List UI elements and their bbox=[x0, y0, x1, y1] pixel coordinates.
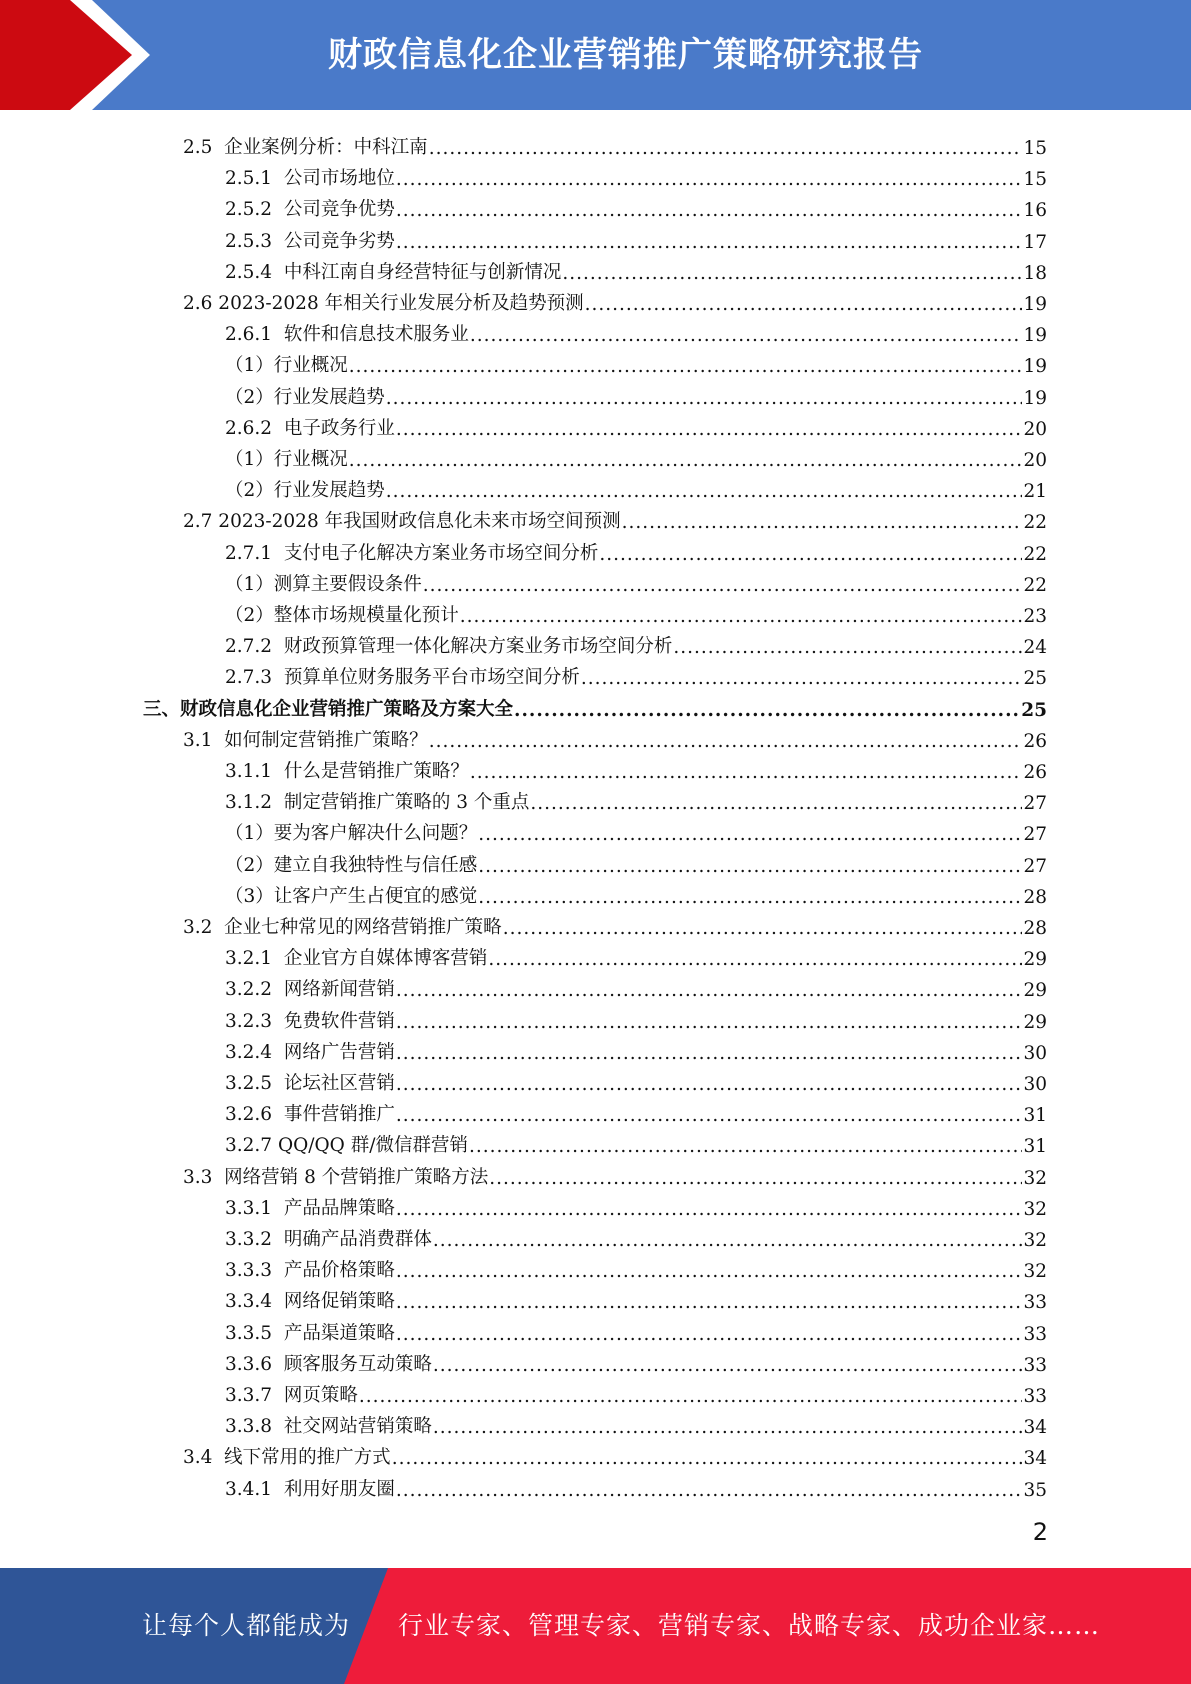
toc-entry-page: 32 bbox=[1023, 1167, 1047, 1189]
toc-entry-page: 17 bbox=[1023, 231, 1047, 253]
toc-entry-label: 3.1.2 制定营销推广策略的 3 个重点 bbox=[225, 792, 530, 814]
toc-entry-label: 2.7.3 预算单位财务服务平台市场空间分析 bbox=[225, 667, 580, 689]
toc-entry-page: 27 bbox=[1023, 824, 1047, 846]
toc-entry-label: （1）行业概况 bbox=[225, 355, 348, 377]
toc-entry-label: 2.5 企业案例分析：中科江南 bbox=[183, 137, 428, 158]
toc-entry-label: （1）要为客户解决什么问题？ bbox=[225, 823, 478, 845]
toc-leader-dots bbox=[470, 762, 1023, 783]
toc-entry-page: 20 bbox=[1023, 418, 1047, 440]
toc-leader-dots bbox=[396, 1043, 1023, 1064]
toc-leader-dots bbox=[392, 1448, 1023, 1469]
toc-entry[interactable] bbox=[225, 1314, 1047, 1345]
toc-entry-page: 29 bbox=[1023, 949, 1047, 971]
toc-entry-page: 22 bbox=[1023, 574, 1047, 596]
page-header bbox=[0, 0, 1191, 110]
toc-entry-label: 2.5.1 公司市场地位 bbox=[225, 168, 395, 190]
toc-entry-page: 19 bbox=[1023, 294, 1047, 315]
toc-entry-label: （2）行业发展趋势 bbox=[225, 386, 385, 408]
toc-leader-dots bbox=[429, 138, 1023, 159]
toc-entry[interactable] bbox=[225, 159, 1047, 190]
toc-entry[interactable] bbox=[225, 1407, 1047, 1438]
toc-entry[interactable] bbox=[225, 346, 1047, 377]
toc-entry-label: （2）建立自我独特性与信任感 bbox=[225, 854, 478, 876]
toc-entry-label: 3.3.6 顾客服务互动策略 bbox=[225, 1353, 432, 1375]
toc-entry[interactable] bbox=[225, 658, 1047, 689]
toc-entry-label: 三、财政信息化企业营销推广策略及方案大全 bbox=[143, 698, 514, 720]
toc-entry[interactable] bbox=[143, 690, 1047, 721]
toc-entry[interactable] bbox=[225, 1470, 1047, 1501]
toc-entry-label: （2）整体市场规模量化预计 bbox=[225, 605, 459, 626]
toc-entry-label: （2）行业发展趋势 bbox=[225, 480, 385, 502]
toc-leader-dots bbox=[386, 481, 1023, 502]
toc-entry-label: 2.7.1 支付电子化解决方案业务市场空间分析 bbox=[225, 542, 599, 564]
toc-entry-page: 22 bbox=[1023, 512, 1047, 534]
toc-leader-dots bbox=[386, 388, 1023, 409]
toc-entry[interactable] bbox=[225, 378, 1047, 409]
toc-entry-label: 3.3 网络营销 8 个营销推广策略方法 bbox=[183, 1166, 489, 1188]
toc-entry-page: 23 bbox=[1023, 606, 1047, 627]
toc-entry[interactable] bbox=[183, 128, 1047, 159]
toc-entry-page: 31 bbox=[1023, 1136, 1047, 1158]
toc-entry-page: 32 bbox=[1023, 1198, 1047, 1220]
toc-entry-page: 19 bbox=[1023, 325, 1047, 347]
toc-entry-label: 2.6.2 电子政务行业 bbox=[225, 417, 395, 439]
toc-entry-page: 29 bbox=[1023, 980, 1047, 1002]
toc-entry[interactable] bbox=[225, 939, 1047, 970]
toc-leader-dots bbox=[396, 419, 1023, 440]
toc-entry-label: 3.1 如何制定营销推广策略？ bbox=[183, 729, 428, 751]
toc-entry-page: 25 bbox=[1023, 668, 1047, 690]
toc-leader-dots bbox=[514, 700, 1020, 721]
toc-entry-page: 33 bbox=[1023, 1323, 1047, 1345]
toc-entry-label: 3.2.4 网络广告营销 bbox=[225, 1041, 395, 1063]
toc-entry-page: 19 bbox=[1023, 356, 1047, 378]
toc-leader-dots bbox=[488, 949, 1022, 970]
toc-entry-page: 33 bbox=[1023, 1292, 1047, 1314]
toc-entry[interactable] bbox=[225, 315, 1047, 346]
toc-entry-page: 26 bbox=[1023, 730, 1047, 752]
toc-leader-dots bbox=[396, 1199, 1023, 1220]
toc-entry-label: 3.2.5 论坛社区营销 bbox=[225, 1073, 395, 1094]
toc-leader-dots bbox=[396, 1012, 1023, 1033]
report-title: 财政信息化企业营销推广策略研究报告 bbox=[328, 35, 923, 75]
toc-entry-page: 22 bbox=[1023, 543, 1047, 565]
toc-leader-dots bbox=[478, 887, 1022, 908]
toc-entry[interactable] bbox=[225, 409, 1047, 440]
toc-entry-label: 3.3.2 明确产品消费群体 bbox=[225, 1229, 432, 1250]
toc-entry-page: 30 bbox=[1023, 1074, 1047, 1095]
toc-entry-label: 3.3.1 产品品牌策略 bbox=[225, 1197, 395, 1219]
toc-leader-dots bbox=[433, 1230, 1023, 1251]
toc-entry[interactable] bbox=[225, 534, 1047, 565]
toc-entry-page: 21 bbox=[1023, 481, 1047, 503]
toc-entry[interactable] bbox=[183, 1158, 1047, 1189]
toc-entry-label: 3.3.3 产品价格策略 bbox=[225, 1260, 395, 1282]
toc-leader-dots bbox=[460, 606, 1023, 627]
toc-leader-dots bbox=[581, 668, 1023, 689]
toc-entry-page: 28 bbox=[1023, 918, 1047, 939]
toc-entry-label: 2.5.2 公司竞争优势 bbox=[225, 199, 395, 221]
toc-leader-dots bbox=[530, 793, 1022, 814]
toc-entry[interactable] bbox=[183, 1438, 1047, 1469]
toc-leader-dots bbox=[429, 731, 1023, 752]
toc-leader-dots bbox=[622, 512, 1023, 533]
toc-entry-label: 3.2.2 网络新闻营销 bbox=[225, 979, 395, 1001]
toc-leader-dots bbox=[478, 856, 1022, 877]
toc-entry[interactable] bbox=[183, 284, 1047, 315]
toc-entry-label: 3.3.8 社交网站营销策略 bbox=[225, 1416, 432, 1438]
toc-entry[interactable] bbox=[225, 253, 1047, 284]
toc-leader-dots bbox=[489, 1168, 1022, 1189]
toc-leader-dots bbox=[396, 1324, 1023, 1345]
toc-entry[interactable] bbox=[225, 1282, 1047, 1313]
header-chevron-arrow bbox=[0, 0, 140, 110]
toc-entry-page: 29 bbox=[1023, 1011, 1047, 1033]
toc-entry-page: 27 bbox=[1023, 793, 1047, 815]
toc-entry[interactable] bbox=[225, 627, 1047, 658]
toc-entry[interactable] bbox=[225, 565, 1047, 596]
toc-entry[interactable] bbox=[183, 502, 1047, 533]
toc-entry-label: 2.7 2023-2028 年我国财政信息化未来市场空间预测 bbox=[183, 511, 621, 533]
toc-entry[interactable] bbox=[225, 752, 1047, 783]
toc-entry[interactable] bbox=[225, 1064, 1047, 1095]
toc-entry-page: 30 bbox=[1023, 1042, 1047, 1064]
toc-entry-label: 2.7.2 财政预算管理一体化解决方案业务市场空间分析 bbox=[225, 636, 673, 658]
toc-leader-dots bbox=[349, 450, 1023, 471]
toc-entry-label: 3.2.7 QQ/QQ 群/微信群营销 bbox=[225, 1135, 468, 1157]
toc-entry[interactable] bbox=[225, 471, 1047, 502]
toc-entry[interactable] bbox=[225, 1220, 1047, 1251]
toc-leader-dots bbox=[396, 1105, 1023, 1126]
toc-entry-page: 28 bbox=[1023, 886, 1047, 908]
toc-entry-page: 27 bbox=[1023, 855, 1047, 877]
toc-entry-label: 3.2.6 事件营销推广 bbox=[225, 1104, 395, 1126]
toc-entry-page: 31 bbox=[1023, 1105, 1047, 1127]
page-number: 2 bbox=[1032, 1518, 1048, 1546]
toc-leader-dots bbox=[433, 1355, 1023, 1376]
toc-leader-dots bbox=[470, 325, 1023, 346]
toc-entry-page: 32 bbox=[1023, 1230, 1047, 1251]
toc-entry-label: （1）测算主要假设条件 bbox=[225, 573, 422, 595]
toc-entry[interactable] bbox=[225, 222, 1047, 253]
toc-leader-dots bbox=[396, 200, 1023, 221]
toc-entry-page: 34 bbox=[1023, 1448, 1047, 1470]
footer-slogan-right: 行业专家、管理专家、营销专家、战略专家、成功企业家…… bbox=[398, 1611, 1101, 1640]
toc-entry-page: 33 bbox=[1023, 1354, 1047, 1376]
page-footer bbox=[0, 1568, 1191, 1684]
toc-entry-label: 2.5.3 公司竞争劣势 bbox=[225, 230, 395, 252]
toc-leader-dots bbox=[396, 232, 1023, 253]
toc-entry[interactable] bbox=[225, 1251, 1047, 1282]
toc-leader-dots bbox=[599, 544, 1022, 565]
toc-entry-label: 3.2 企业七种常见的网络营销推广策略 bbox=[183, 917, 502, 938]
toc-entry[interactable] bbox=[225, 814, 1047, 845]
toc-entry-label: 3.2.1 企业官方自媒体博客营销 bbox=[225, 948, 488, 970]
toc-entry-page: 33 bbox=[1023, 1386, 1047, 1407]
toc-leader-dots bbox=[396, 1261, 1023, 1282]
toc-entry[interactable] bbox=[225, 846, 1047, 877]
toc-entry[interactable] bbox=[225, 1345, 1047, 1376]
toc-leader-dots bbox=[433, 1417, 1023, 1438]
toc-entry[interactable] bbox=[225, 1095, 1047, 1126]
toc-entry[interactable] bbox=[225, 1126, 1047, 1157]
toc-entry[interactable] bbox=[225, 1033, 1047, 1064]
toc-leader-dots bbox=[562, 263, 1022, 284]
toc-leader-dots bbox=[359, 1386, 1023, 1407]
toc-leader-dots bbox=[478, 824, 1022, 845]
toc-entry[interactable] bbox=[225, 970, 1047, 1001]
toc-entry-label: 2.5.4 中科江南自身经营特征与创新情况 bbox=[225, 261, 562, 283]
toc-entry[interactable] bbox=[225, 1376, 1047, 1407]
toc-entry[interactable] bbox=[225, 877, 1047, 908]
toc-entry-label: 3.3.7 网页策略 bbox=[225, 1385, 358, 1406]
toc-entry-page: 20 bbox=[1023, 450, 1047, 471]
toc-leader-dots bbox=[673, 637, 1022, 658]
toc-entry-page: 15 bbox=[1023, 138, 1047, 159]
toc-leader-dots bbox=[503, 918, 1023, 939]
toc-entry-label: 2.6 2023-2028 年相关行业发展分析及趋势预测 bbox=[183, 293, 584, 314]
toc-entry-label: 3.1.1 什么是营销推广策略？ bbox=[225, 761, 469, 782]
toc-entry-page: 26 bbox=[1023, 762, 1047, 783]
toc-entry-page: 25 bbox=[1021, 699, 1047, 721]
toc-entry-page: 32 bbox=[1023, 1261, 1047, 1283]
toc-entry-page: 16 bbox=[1023, 200, 1047, 222]
toc-entry[interactable] bbox=[225, 190, 1047, 221]
toc-entry-label: （3）让客户产生占便宜的感觉 bbox=[225, 885, 478, 907]
toc-entry-label: 2.6.1 软件和信息技术服务业 bbox=[225, 324, 469, 346]
toc-entry-label: （1）行业概况 bbox=[225, 449, 348, 470]
toc-entry[interactable] bbox=[183, 721, 1047, 752]
toc-entry[interactable] bbox=[225, 440, 1047, 471]
toc-entry-page: 35 bbox=[1023, 1479, 1047, 1501]
toc-leader-dots bbox=[349, 356, 1023, 377]
toc-entry-label: 3.3.5 产品渠道策略 bbox=[225, 1322, 395, 1344]
toc-entry[interactable] bbox=[225, 1189, 1047, 1220]
toc-leader-dots bbox=[469, 1136, 1022, 1157]
toc-leader-dots bbox=[585, 294, 1023, 315]
toc-entry[interactable] bbox=[183, 908, 1047, 939]
toc-leader-dots bbox=[423, 575, 1023, 596]
toc-entry-page: 34 bbox=[1023, 1417, 1047, 1439]
toc-entry[interactable] bbox=[225, 783, 1047, 814]
toc-leader-dots bbox=[396, 1074, 1023, 1095]
toc-entry-page: 24 bbox=[1023, 637, 1047, 659]
toc-leader-dots bbox=[396, 980, 1023, 1001]
toc-leader-dots bbox=[396, 169, 1023, 190]
footer-slogan-left: 让每个人都能成为 bbox=[142, 1611, 351, 1640]
toc-leader-dots bbox=[396, 1292, 1023, 1313]
toc-entry-page: 15 bbox=[1023, 169, 1047, 191]
toc-entry[interactable] bbox=[225, 596, 1047, 627]
toc-entry-page: 19 bbox=[1023, 387, 1047, 409]
toc-entry[interactable] bbox=[225, 1002, 1047, 1033]
toc-entry-label: 3.4 线下常用的推广方式 bbox=[183, 1447, 391, 1469]
toc-entry-label: 3.3.4 网络促销策略 bbox=[225, 1291, 395, 1313]
toc-entry-page: 18 bbox=[1023, 262, 1047, 284]
toc-entry-label: 3.2.3 免费软件营销 bbox=[225, 1010, 395, 1032]
toc-leader-dots bbox=[396, 1480, 1023, 1501]
toc-entry-label: 3.4.1 利用好朋友圈 bbox=[225, 1478, 395, 1500]
